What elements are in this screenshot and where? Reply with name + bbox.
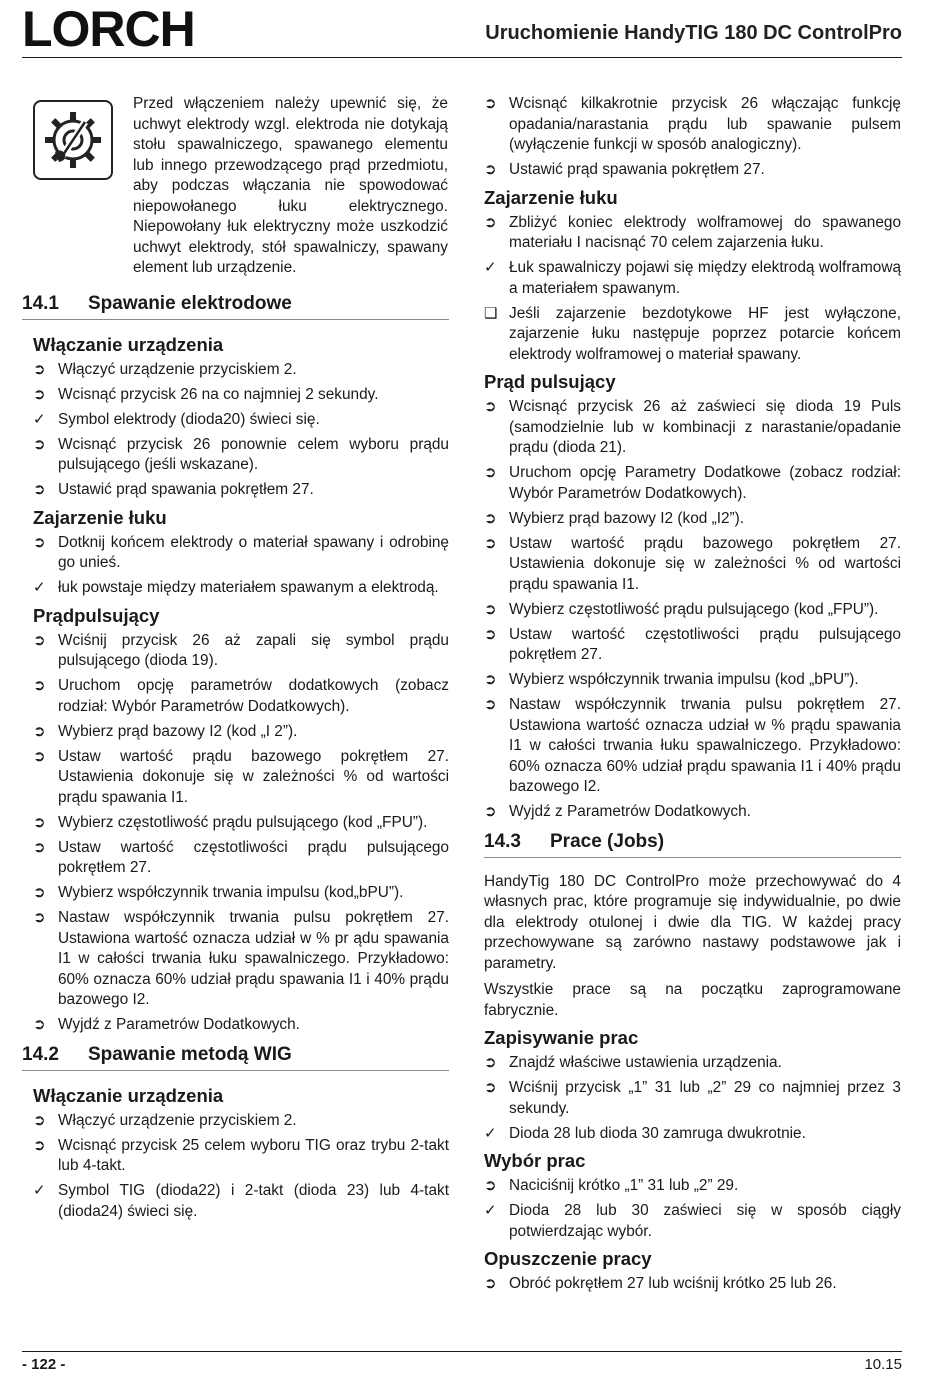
list-item-text: Nastaw współczynnik trwania pulsu pokrętłem 27. Ustawiona wartość oznacza udział w % prądu spawania I1 w całości trwania łuku spawalniczego. Przykładowo: 60% oznacza 60% udział prądu spawania I1 i 40% prądu bazowego I2. xyxy=(509,696,901,795)
list-item-text: Ustaw wartość częstotliwości prądu pulsującego pokrętłem 27. xyxy=(58,838,449,876)
list-item-text: Wybierz częstotliwość prądu pulsującego (kod „FPU”). xyxy=(509,600,879,618)
list-item-text: Wyjdź z Parametrów Dodatkowych. xyxy=(58,1016,300,1033)
page-number: - 122 - xyxy=(22,1356,66,1373)
list-item-text: Wciśnij przycisk 26 aż zapali się symbol prądu pulsującego (dioda 19). xyxy=(58,631,449,669)
list-item xyxy=(33,385,449,406)
list-marker: ➲ xyxy=(33,838,46,856)
list-item xyxy=(33,410,449,431)
list-marker: ➲ xyxy=(33,884,46,901)
list-item-text: Dotknij końcem elektrody o materiał spawany i odrobinę go unieś. xyxy=(58,533,449,571)
list-marker: ➲ xyxy=(33,631,46,649)
warning-text: Przed włączeniem należy upewnić się, że uchwyt elektrody wzgl. elektroda nie dotykają stołu spawalniczego, spawanego elementu lub innego przewodzącego prąd przedmiotu, aby podczas włączania nie spowodować niepowołanego łuku elektrycznego. Niepowołany łuk elektryczny może uszkodzić uchwyt elektrody, stół spawalniczy, spawany element lub urządzenie. xyxy=(133,95,448,276)
list-item xyxy=(33,360,449,381)
list-marker: ➲ xyxy=(484,95,497,112)
list-marker: ➲ xyxy=(33,1111,46,1129)
list-item-text: Wybierz współczynnik trwania impulsu (kod „bPU”). xyxy=(509,671,859,688)
page-header xyxy=(22,1,902,58)
list-item-text: Ustawić prąd spawania pokrętłem 27. xyxy=(58,481,314,498)
list-item-text: Włączyć urządzenie przyciskiem 2. xyxy=(58,1111,297,1129)
list-item xyxy=(484,1124,901,1145)
section-14-3-heading xyxy=(484,831,901,858)
subheading-opuszczenie-pracy: Opuszczenie pracy xyxy=(484,1248,652,1269)
list-item-text: Wcisnąć przycisk 26 na co najmniej 2 sekundy. xyxy=(58,385,379,403)
subheading-zajarzenie-luku: Zajarzenie łuku xyxy=(33,506,167,528)
list-marker: ➲ xyxy=(33,481,46,498)
list-marker: ➲ xyxy=(484,213,497,231)
list-item xyxy=(484,397,901,459)
section-14-1-heading xyxy=(22,293,449,320)
list-marker: ✓ xyxy=(33,579,46,596)
list-item xyxy=(33,435,449,476)
list-zajarzenie-1 xyxy=(33,533,449,599)
list-item xyxy=(33,676,449,717)
list-item xyxy=(33,1015,449,1036)
list-item-text: Wybierz częstotliwość prądu pulsującego (kod „FPU”). xyxy=(58,813,428,831)
list-item-text: Obróć pokrętłem 27 lub wciśnij krótko 25 lub 26. xyxy=(509,1275,837,1292)
list-marker: ➲ xyxy=(33,360,46,378)
list-item-text: Naciciśnij krótko „1” 31 lub „2” 29. xyxy=(509,1177,739,1194)
list-marker: ✓ xyxy=(484,1202,497,1219)
list-item xyxy=(484,213,901,254)
list-marker: ❑ xyxy=(484,304,498,322)
list-item-text: Ustaw wartość prądu bazowego pokrętłem 27. Ustawienia dokonuje się w zależności % od wartości prądu spawania I1. xyxy=(509,534,901,593)
list-opuszczenie xyxy=(484,1274,901,1295)
list-marker: ➲ xyxy=(484,161,497,178)
list-item-text: Łuk spawalniczy pojawi się między elektrodą wolframową a materiałem spawanym. xyxy=(509,259,901,297)
list-item-text: Wciśnij przycisk „1” 31 lub „2” 29 co najmniej przez 3 sekundy. xyxy=(509,1079,901,1117)
section-number: 14.3 xyxy=(484,830,521,852)
list-item xyxy=(33,480,449,501)
list-item xyxy=(484,625,901,666)
list-marker: ➲ xyxy=(484,398,497,415)
list-item-text: Wcisnąć przycisk 25 celem wyboru TIG oraz trybu 2-takt lub 4-takt. xyxy=(58,1136,449,1174)
list-marker: ➲ xyxy=(484,509,497,527)
list-item-text: Wcisnąć przycisk 26 aż zaświeci się dioda 19 Puls (samodzielnie lub w kombinacji z narastanie/opadanie prądu (dioda 21). xyxy=(509,398,901,456)
section-title: Spawanie metodą WIG xyxy=(88,1043,292,1065)
list-marker: ➲ xyxy=(484,696,497,713)
subheading-wlaczanie-urzadzenia-2: Włączanie urządzenia xyxy=(33,1084,224,1106)
document-date: 10.15 xyxy=(864,1356,902,1373)
list-item-text: Znajdź właściwe ustawienia urządzenia. xyxy=(509,1054,782,1071)
list-intro xyxy=(484,94,901,181)
section-number: 14.1 xyxy=(22,292,59,314)
list-item xyxy=(484,1078,901,1119)
list-marker: ➲ xyxy=(484,1177,497,1194)
list-zajarzenie-2 xyxy=(484,213,901,366)
list-marker: ✓ xyxy=(33,1182,46,1199)
subheading-zajarzenie-luku-2: Zajarzenie łuku xyxy=(484,186,618,208)
list-item xyxy=(33,908,449,1011)
list-marker: ➲ xyxy=(484,671,497,688)
section-title: Spawanie elektrodowe xyxy=(88,292,292,314)
list-item-text: Nastaw współczynnik trwania pulsu pokrętłem 27. Ustawiona wartość oznacza udział w % pr ądu spawania I1 w całości trwania łuku spawalniczego. Przykładowo: 60% oznacza 60% udział prądu spawania I1 i 40% prądu bazowego I2. xyxy=(58,909,449,1008)
list-marker: ✓ xyxy=(33,410,46,428)
list-item-text: Ustaw wartość prądu bazowego pokrętłem 27. Ustawienia dokonuje się w zależności % od wartości prądu spawania I1. xyxy=(58,747,449,806)
list-item xyxy=(33,838,449,879)
list-item-text: Dioda 28 lub dioda 30 zamruga dwukrotnie. xyxy=(509,1124,806,1142)
subheading-pradpulsujacy: Prądpulsujący xyxy=(33,604,160,626)
list-item xyxy=(33,883,449,904)
list-item-text: Wybierz prąd bazowy I2 (kod „I 2”). xyxy=(58,722,298,740)
section-title: Prace (Jobs) xyxy=(550,830,665,852)
list-wybor xyxy=(484,1176,901,1242)
list-item xyxy=(33,813,449,834)
subheading-zapisywanie-prac: Zapisywanie prac xyxy=(484,1027,639,1048)
jobs-paragraph: HandyTig 180 DC ControlPro może przechowywać do 4 własnych prac, które programuje się indywidualnie, po dwie dla elektrody otulonej i dwie dla TIG. W każdej pracy przechowywane są zarówno nastawy podstawowe jak i parametry. xyxy=(484,872,901,972)
list-item-text: Zbliżyć koniec elektrody wolframowej do spawanego materiału I nacisnąć 70 celem zajarzenia łuku. xyxy=(509,213,901,251)
list-item xyxy=(33,1181,449,1222)
list-item-text: Wybierz prąd bazowy I2 (kod „I2”). xyxy=(509,509,745,527)
list-item xyxy=(33,631,449,672)
list-item xyxy=(484,258,901,299)
header-title: Uruchomienie HandyTIG 180 DC ControlPro xyxy=(485,22,902,44)
list-item xyxy=(484,463,901,504)
page-footer xyxy=(22,1351,902,1373)
list-marker: ➲ xyxy=(33,909,46,926)
list-item xyxy=(484,600,901,621)
list-marker: ➲ xyxy=(33,385,46,403)
list-marker: ➲ xyxy=(484,1275,497,1292)
list-item-text: Wyjdź z Parametrów Dodatkowych. xyxy=(509,803,751,820)
list-marker: ➲ xyxy=(484,803,497,820)
list-zapisywanie xyxy=(484,1053,901,1144)
list-item-text: Wcisnąć kilkakrotnie przycisk 26 włączając funkcję opadania/narastania prądu lub spawanie pulsem (wyłączenie funkcji w sposób analogiczny). xyxy=(509,95,901,153)
list-prad-pulsujacy-2 xyxy=(484,397,901,823)
list-item-text: Wybierz współczynnik trwania impulsu (kod„bPU”). xyxy=(58,884,404,901)
list-item xyxy=(484,1176,901,1197)
subheading-wlaczanie-urzadzenia: Włączanie urządzenia xyxy=(33,333,224,355)
list-item xyxy=(33,533,449,574)
left-column xyxy=(22,94,449,1227)
list-marker: ➲ xyxy=(33,722,46,740)
right-column xyxy=(484,94,901,1299)
list-item xyxy=(484,670,901,691)
list-marker: ➲ xyxy=(484,464,497,481)
list-marker: ➲ xyxy=(33,813,46,831)
list-marker: ➲ xyxy=(33,747,46,765)
list-item-text: łuk powstaje między materiałem spawanym a elektrodą. xyxy=(58,579,439,596)
list-item-text: Symbol TIG (dioda22) i 2-takt (dioda 23) lub 4-takt (dioda24) świeci się. xyxy=(58,1182,449,1220)
list-marker: ➲ xyxy=(33,677,46,694)
list-marker: ➲ xyxy=(484,534,497,552)
list-marker: ➲ xyxy=(484,1054,497,1071)
list-item-text: Ustawić prąd spawania pokrętłem 27. xyxy=(509,161,765,178)
list-item-text: Wcisnąć przycisk 26 ponownie celem wyboru prądu pulsującego (jeśli wskazane). xyxy=(58,435,449,473)
warning-block xyxy=(33,94,449,279)
list-marker: ➲ xyxy=(33,435,46,453)
list-item-text: Włączyć urządzenie przyciskiem 2. xyxy=(58,360,297,378)
gear-hand-warning-icon xyxy=(33,100,113,180)
list-item xyxy=(33,1111,449,1132)
list-marker: ➲ xyxy=(33,1016,46,1033)
list-marker: ➲ xyxy=(484,600,497,618)
jobs-paragraph: Wszystkie prace są na początku zaprogramowane fabrycznie. xyxy=(484,981,901,1019)
list-item xyxy=(484,304,901,366)
list-item xyxy=(484,160,901,181)
list-item xyxy=(33,578,449,599)
list-item-text: Jeśli zajarzenie bezdotykowe HF jest wyłączone, zajarzenie łuku następuje poprzez potarcie końcem elektrody wolframowej o materiał spawany. xyxy=(509,304,901,363)
list-item xyxy=(33,1136,449,1177)
section-number: 14.2 xyxy=(22,1043,59,1065)
list-marker: ✓ xyxy=(484,259,497,276)
list-marker: ➲ xyxy=(484,625,497,643)
list-item-text: Symbol elektrody (dioda20) świeci się. xyxy=(58,410,320,428)
list-item-text: Uruchom opcję Parametry Dodatkowe (zobacz rodział: Wybór Parametrów Dodatkowych). xyxy=(509,464,901,502)
list-item-text: Dioda 28 lub 30 zaświeci się w sposób ciągły potwierdzając wybór. xyxy=(509,1202,901,1240)
list-marker: ➲ xyxy=(33,1136,46,1154)
section-14-2-heading xyxy=(22,1044,449,1071)
list-item xyxy=(484,695,901,798)
list-item xyxy=(484,1201,901,1242)
list-item-text: Ustaw wartość częstotliwości prądu pulsującego pokrętłem 27. xyxy=(509,625,901,663)
list-item xyxy=(484,534,901,596)
list-marker: ✓ xyxy=(484,1124,497,1142)
subheading-wybor-prac: Wybór prac xyxy=(484,1150,586,1171)
list-marker: ➲ xyxy=(33,533,46,551)
list-item xyxy=(33,747,449,809)
list-item xyxy=(484,509,901,530)
list-wlaczanie-1 xyxy=(33,360,449,501)
subheading-prad-pulsujacy: Prąd pulsujący xyxy=(484,371,616,392)
list-item xyxy=(33,722,449,743)
list-marker: ➲ xyxy=(484,1079,497,1096)
list-prad-pulsujacy-1 xyxy=(33,631,449,1036)
list-item xyxy=(484,94,901,156)
list-item xyxy=(484,1274,901,1295)
list-wlaczanie-2 xyxy=(33,1111,449,1223)
lorch-logo: LORCH xyxy=(22,1,195,57)
list-item xyxy=(484,802,901,823)
list-item xyxy=(484,1053,901,1074)
list-item-text: Uruchom opcję parametrów dodatkowych (zobacz rodział: Wybór Parametrów Dodatkowych). xyxy=(58,677,449,715)
